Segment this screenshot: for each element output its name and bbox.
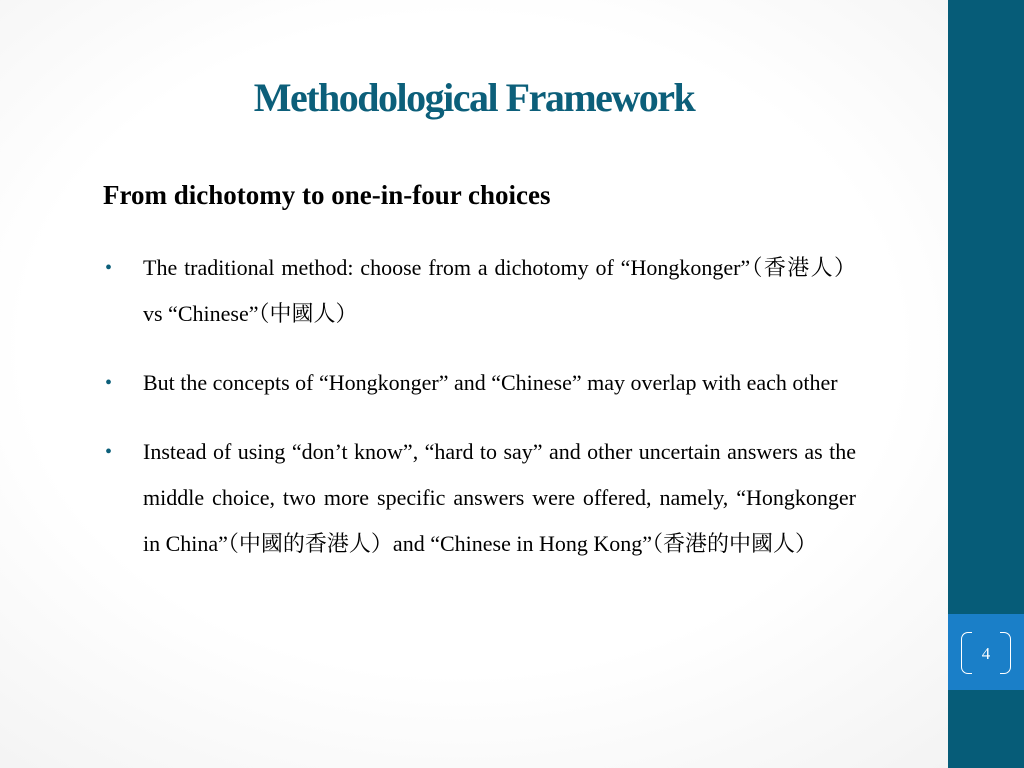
bullet-dot: • xyxy=(105,257,113,279)
bullet-item-1 xyxy=(103,245,856,337)
bullet-text-1: The traditional method: choose from a dichotomy of “Hongkonger”（香港人） vs “Chinese”（中國人） xyxy=(143,255,856,326)
bullet-list xyxy=(103,245,856,590)
bullet-dot: • xyxy=(105,372,113,394)
page-number-box xyxy=(948,614,1024,690)
right-bracket-icon xyxy=(1000,632,1011,674)
bullet-text-2: But the concepts of “Hongkonger” and “Chinese” may overlap with each other xyxy=(143,370,838,395)
page-number: 4 xyxy=(981,644,991,663)
bullet-item-2 xyxy=(103,360,856,406)
slide-subtitle: From dichotomy to one-in-four choices xyxy=(103,180,551,210)
slide-title: Methodological Framework xyxy=(253,75,695,120)
bullet-item-3 xyxy=(103,429,856,567)
bullet-text-3: Instead of using “don’t know”, “hard to say” and other uncertain answers as the middle choice, two more specific answers were offered, namely, “Hongkonger in China”（中國的香港人）and “Chinese in Hong Kong”（香港的中國人） xyxy=(143,439,856,556)
bullet-dot: • xyxy=(105,441,113,463)
